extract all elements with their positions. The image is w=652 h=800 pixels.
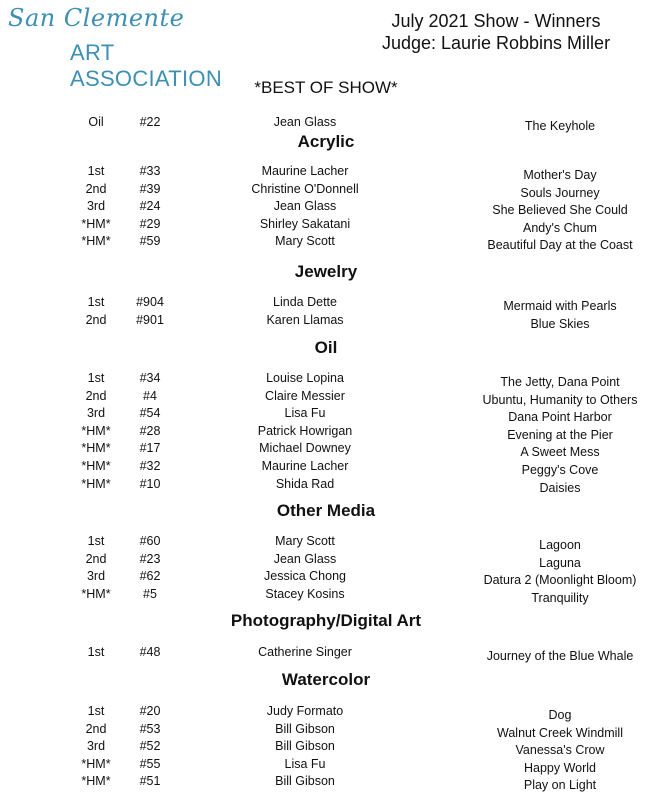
place-label: 2nd [85,721,107,736]
artwork-title: Peggy's Cove [521,463,599,477]
artist-name: Patrick Howrigan [257,423,353,438]
entry-number: #52 [139,739,161,754]
artwork-title: Laguna [539,555,581,570]
place-label: 3rd [86,199,106,214]
show-title: July 2021 Show - Winners [391,11,601,31]
artwork-title: Souls Journey [520,185,600,200]
winner-row [0,720,652,738]
artwork-title: Journey of the Blue Whale [486,649,634,663]
entry-number: #5 [143,586,157,601]
place-label: 1st [87,295,105,309]
artwork-title: Happy World [523,760,597,775]
best-of-show-heading: *BEST OF SHOW* [254,78,398,97]
category-heading: Watercolor [281,670,371,689]
place-label: 2nd [85,551,107,566]
artist-name: Jean Glass [273,199,337,214]
artwork-title: She Believed She Could [492,203,628,218]
artist-name: Judy Formato [266,704,344,718]
artwork-title: Daisies [539,480,581,495]
artist-name: Christine O'Donnell [251,181,359,196]
artwork-title: Dog [548,708,572,722]
winner-row [0,585,652,603]
winner-row [0,755,652,773]
category-heading: Oil [314,338,338,357]
artist-name: Lisa Fu [284,406,326,421]
category-heading: Acrylic [297,132,355,151]
category-heading: Photography/Digital Art [230,611,422,630]
artist-name: Michael Downey [259,441,351,456]
artwork-title: Mermaid with Pearls [503,299,617,313]
winner-row [0,404,652,425]
artist-name: Maurine Lacher [261,164,349,178]
artwork-title: Mother's Day [523,168,597,182]
entry-number: #55 [139,756,161,771]
artwork-title: Lagoon [539,538,581,552]
place-label: 3rd [86,739,106,754]
place-label: 1st [87,704,105,718]
place-label: *HM* [81,216,111,231]
entry-number: #17 [139,441,161,456]
entry-number: #22 [139,115,161,129]
artist-name: Lisa Fu [284,756,326,771]
category-heading: Other Media [276,501,376,520]
artwork-title: Vanessa's Crow [515,743,605,758]
winner-row [0,457,652,475]
entry-number: #20 [139,704,161,718]
place-label: Oil [88,115,104,129]
page-header [366,10,626,54]
entry-number: #54 [139,406,161,421]
winner-row [0,215,652,233]
place-label: 1st [87,164,105,178]
logo-script-text: San Clemente [8,4,185,32]
winner-row [0,772,652,793]
winner-row [0,550,652,568]
winner-row [0,197,652,218]
place-label: 2nd [85,312,107,327]
judge-line: Judge: Laurie Robbins Miller [381,33,611,53]
artwork-title: Evening at the Pier [507,427,613,442]
logo [8,4,258,91]
entry-number: #51 [139,774,161,789]
entry-number: #32 [139,459,161,473]
artist-name: Linda Dette [273,295,337,309]
artist-name: Karen Llamas [266,312,344,327]
place-label: *HM* [81,586,111,601]
artwork-title: Beautiful Day at the Coast [487,238,633,253]
winner-row [0,369,652,387]
artist-name: Jean Glass [273,551,337,566]
artist-name: Mary Scott [275,534,335,548]
artist-name: Claire Messier [265,388,345,403]
entry-number: #33 [139,164,161,178]
winner-row [0,232,652,253]
entry-number: #4 [143,388,157,403]
artist-name: Bill Gibson [275,739,335,754]
winner-row [0,567,652,588]
place-label: 3rd [86,569,106,584]
place-label: *HM* [81,476,111,491]
artist-name: Jessica Chong [264,569,346,584]
logo-main-text: ART ASSOCIATION [70,40,223,91]
artwork-title: Blue Skies [530,316,590,331]
artist-name: Bill Gibson [275,721,335,736]
entry-number: #10 [139,476,161,491]
entry-number: #48 [139,645,161,659]
entry-number: #34 [139,371,161,385]
artwork-title: Walnut Creek Windmill [497,725,623,740]
artwork-title: Play on Light [523,778,597,793]
artist-name: Catherine Singer [258,645,352,659]
place-label: *HM* [81,459,111,473]
artist-name: Jean Glass [273,115,337,129]
place-label: *HM* [81,234,111,249]
winner-row [0,439,652,460]
place-label: 1st [87,534,105,548]
winner-row [0,311,652,329]
place-label: 3rd [86,406,106,421]
place-label: *HM* [81,774,111,789]
entry-number: #904 [136,295,164,309]
artwork-title: Datura 2 (Moonlight Bloom) [483,573,637,588]
entry-number: #28 [139,423,161,438]
place-label: *HM* [81,756,111,771]
entry-number: #59 [139,234,161,249]
artist-name: Mary Scott [275,234,335,249]
entry-number: #39 [139,181,161,196]
place-label: 2nd [85,388,107,403]
entry-number: #60 [139,534,161,548]
winner-row [0,422,652,440]
place-label: 2nd [85,181,107,196]
category-heading: Jewelry [294,262,358,281]
artwork-title: A Sweet Mess [520,445,600,460]
entry-number: #62 [139,569,161,584]
winner-row [0,180,652,198]
winner-row [0,113,652,131]
winner-row [0,162,652,180]
entry-number: #901 [136,312,164,327]
artwork-title: Ubuntu, Humanity to Others [482,392,638,407]
winner-row [0,532,652,550]
artist-name: Louise Lopina [266,371,344,385]
winner-row [0,702,652,720]
place-label: *HM* [81,423,111,438]
artwork-title: Dana Point Harbor [508,410,612,425]
artist-name: Bill Gibson [275,774,335,789]
place-label: 1st [87,645,105,659]
artwork-title: The Keyhole [524,119,596,133]
artist-name: Maurine Lacher [261,459,349,473]
artwork-title: The Jetty, Dana Point [500,375,620,389]
place-label: *HM* [81,441,111,456]
winner-row [0,293,652,311]
entry-number: #23 [139,551,161,566]
artist-name: Shida Rad [275,476,335,491]
place-label: 1st [87,371,105,385]
artist-name: Shirley Sakatani [259,216,351,231]
winner-row [0,737,652,758]
winner-row [0,643,652,661]
winner-row [0,387,652,405]
entry-number: #24 [139,199,161,214]
artwork-title: Andy's Chum [523,220,597,235]
winner-row [0,475,652,493]
entry-number: #29 [139,216,161,231]
entry-number: #53 [139,721,161,736]
artist-name: Stacey Kosins [265,586,345,601]
artwork-title: Tranquility [531,590,589,605]
